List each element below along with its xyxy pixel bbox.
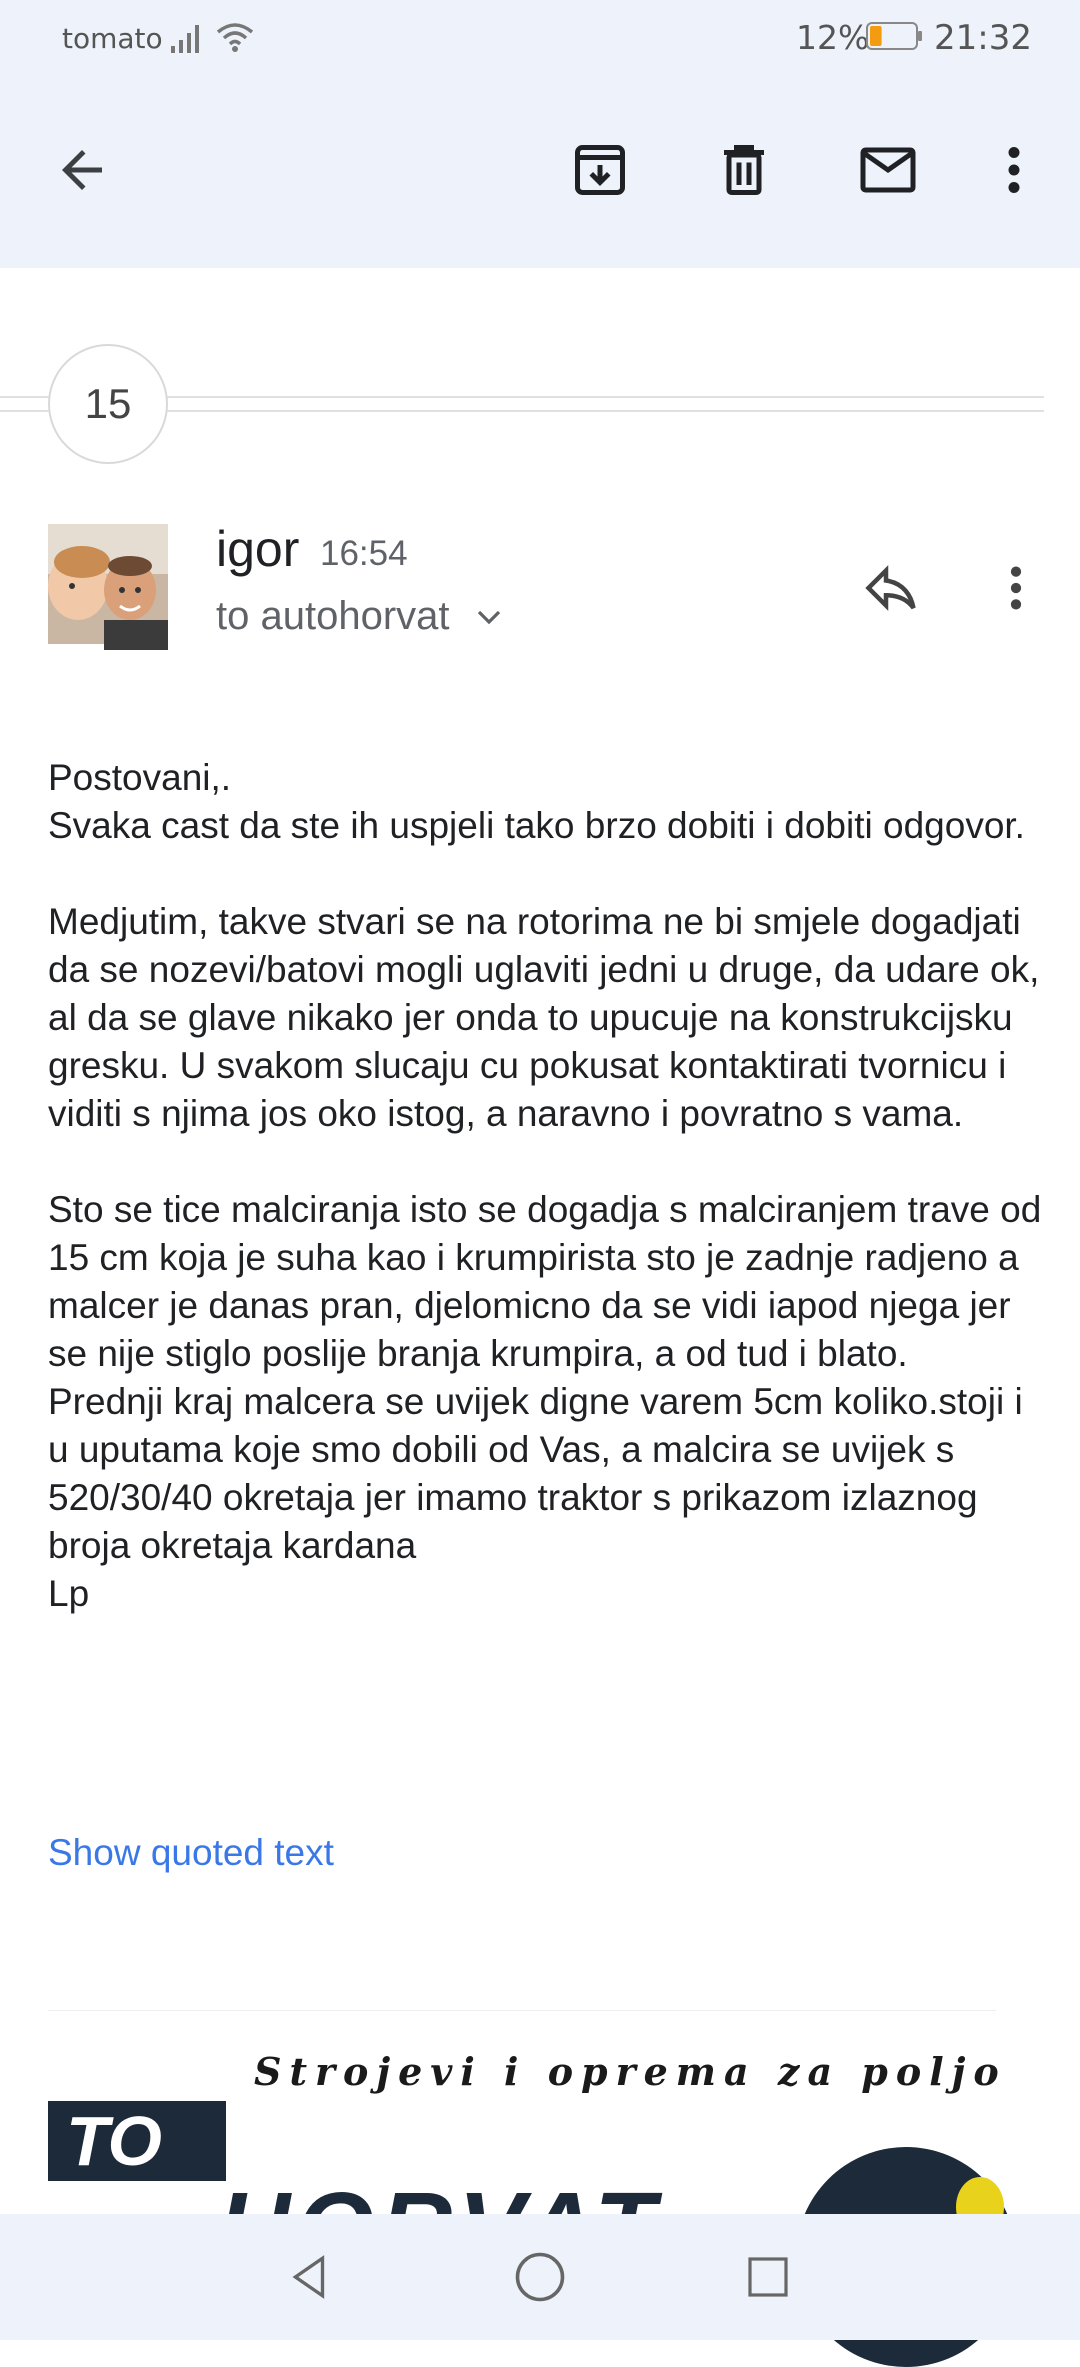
clock: 21:32 (934, 18, 1032, 58)
avatar-photo (48, 524, 168, 644)
back-arrow-icon[interactable] (34, 122, 130, 218)
system-nav-bar (0, 2214, 1080, 2340)
message-time: 16:54 (320, 534, 408, 573)
reply-icon (861, 558, 921, 618)
sender-name[interactable]: igor (216, 521, 300, 577)
app-bar (0, 72, 1080, 268)
delete-icon[interactable] (696, 122, 792, 218)
recipient-label: to autohorvat (216, 594, 450, 638)
recipient-details[interactable] (216, 594, 504, 639)
more-vert-icon[interactable] (966, 122, 1062, 218)
archive-icon[interactable] (552, 122, 648, 218)
reply-button[interactable] (846, 548, 936, 628)
collapsed-messages-count[interactable] (48, 344, 168, 464)
chevron-down-icon (474, 602, 504, 632)
carrier-label: tomato (62, 22, 163, 55)
more-vert-icon (988, 560, 1044, 616)
nav-recents-icon[interactable] (738, 2247, 798, 2307)
nav-back-icon[interactable] (280, 2247, 340, 2307)
wifi-icon (216, 20, 254, 54)
message-body: Postovani,. Svaka cast da ste ih uspjeli tako brzo dobiti i dobiti odgovor. Medjutim, takve stvari se na rotorima ne bi smjele dogadjati da se nozevi/batovi mogli uglaviti jedni u druge, da udare ok, al da se glave nikako jer onda to upucuje na konstrukcijsku gresku. U svakom slucaju cu pokusat kontaktirati tvornicu i viditi s njima jos oko istog, a naravno i povratno s vama. Sto se tice malciranja isto se dogadja s malciranjem trave od 15 cm koja je suha kao i krumpirista sto je zadnje radjeno a malcer je danas pran, djelomicno da se vidi iapod njega jer se nije stiglo poslije branja krumpira, a od tud i blato. Prednji kraj malcera se uvijek digne varem 5cm koliko.stoji i u uputama koje smo dobili od Vas, a malcira se uvijek s 520/30/40 okretaja jer imamo traktor s prikazom izlaznog broja okretaja kardana Lp (48, 757, 1042, 1614)
banner-logo-left: TO (48, 2101, 226, 2181)
mail-icon[interactable] (840, 122, 936, 218)
signal-icon (170, 22, 204, 54)
signature-banner-image (48, 2010, 1007, 2213)
status-bar (0, 0, 1080, 72)
nav-home-icon[interactable] (510, 2247, 570, 2307)
battery-icon (866, 22, 924, 50)
collapsed-count-label: 15 (84, 380, 132, 427)
message-more-button[interactable] (976, 548, 1056, 628)
show-quoted-text-link[interactable]: Show quoted text (48, 1832, 334, 1873)
battery-percent: 12% (796, 18, 870, 57)
banner-tagline: Strojevi i oprema za poljo (254, 2049, 1007, 2094)
avatar[interactable] (48, 524, 168, 644)
